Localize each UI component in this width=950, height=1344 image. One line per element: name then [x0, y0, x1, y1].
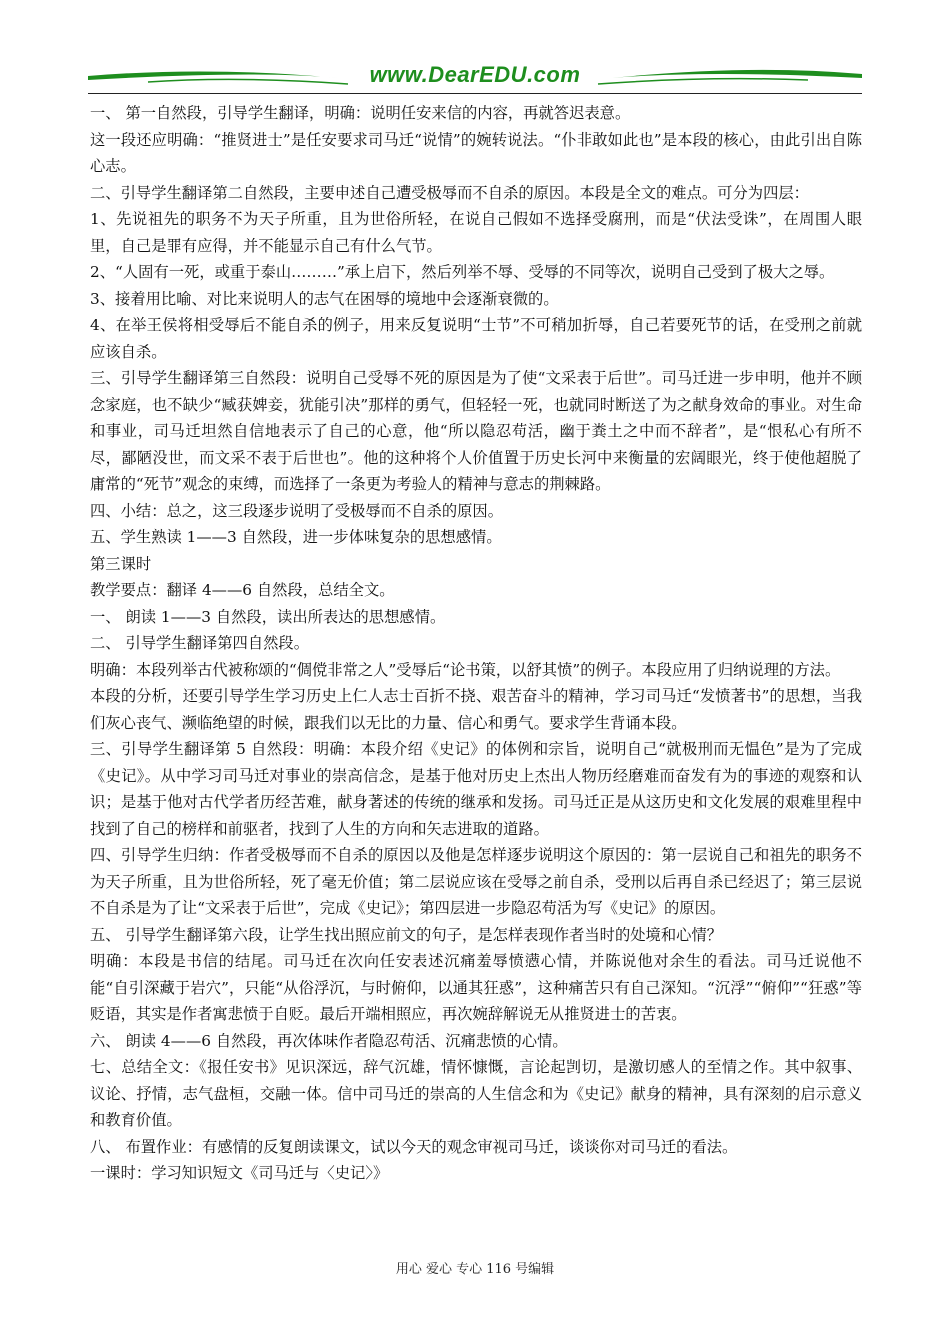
paragraph: 4、在举王侯将相受辱后不能自杀的例子，用来反复说明“士节”不可稍加折辱，自己若要死节的话，在受刑之前就应该自杀。: [90, 316, 862, 361]
paragraph: 本段的分析，还要引导学生学习历史上仁人志士百折不挠、艰苦奋斗的精神，学习司马迁“发愤著书”的思想，当我们灰心丧气、濒临绝望的时候，跟我们以无比的力量、信心和勇气。要求学生背诵本段。: [90, 687, 862, 732]
paragraph: 四、引导学生归纳：作者受极辱而不自杀的原因以及他是怎样逐步说明这个原因的：第一层说自己和祖先的职务不为天子所重，且为世俗所轻，死了毫无价值；第二层说应该在受辱之前自杀，受刑以后再自杀已经迟了；第三层说不自杀是为了让“文采表于后世”，完成《史记》；第四层进一步隐忍苟活为写《史记》的原因。: [90, 846, 862, 917]
paragraph: 3、接着用比喻、对比来说明人的志气在困辱的境地中会逐渐衰微的。: [90, 289, 559, 308]
paragraph: 三、引导学生翻译第三自然段：说明自己受辱不死的原因是为了使“文采表于后世”。司马迁进一步申明，他并不顾念家庭，也不缺少“臧获婢妾，犹能引决”那样的勇气，但轻轻一死，也就同时断送了为之献身效命的事业。对生命和事业，司马迁坦然自信地表示了自己的心意，他“所以隐忍苟活，幽于粪土之中而不辞者”，是“恨私心有所不尽，鄙陋没世，而文采不表于后世也”。他的这种将个人价值置于历史长河中来衡量的宏阔眼光，终于使他超脱了庸常的“死节”观念的束缚，而选择了一条更为考验人的精神与意志的荆棘路。: [90, 369, 862, 493]
paragraph: 1、先说祖先的职务不为天子所重，且为世俗所轻，在说自己假如不选择受腐刑，而是“伏法受诛”，在周围人眼里，自己是罪有应得，并不能显示自己有什么气节。: [90, 210, 862, 255]
section-heading: 第三课时: [90, 554, 152, 573]
paragraph: 一课时：学习知识短文《司马迁与〈史记〉》: [90, 1164, 389, 1182]
paragraph: 教学要点：翻译 4——6 自然段，总结全文。: [90, 581, 395, 599]
paragraph: 六、 朗读 4——6 自然段，再次体味作者隐忍苟活、沉痛悲愤的心情。: [90, 1031, 568, 1050]
paragraph: 明确：本段列举古代被称颂的“倜傥非常之人”受辱后“论书策，以舒其愤”的例子。本段应用了归纳说理的方法。: [90, 660, 841, 679]
paragraph: 三、引导学生翻译第 5 自然段：明确：本段介绍《史记》的体例和宗旨，说明自己“就极刑而无愠色”是为了完成《史记》。从中学习司马迁对事业的崇高信念，是基于他对历史上杰出人物历经磨难而奋发有为的事迹的观察和认识；是基于他对古代学者历经苦难，献身著述的传统的继承和发扬。司马迁正是从这历史和文化发展的艰难里程中找到了自己的榜样和前驱者，找到了人生的方向和矢志进取的道路。: [90, 740, 862, 838]
paragraph: 二、 引导学生翻译第四自然段。: [90, 634, 310, 652]
paragraph: 这一段还应明确：“推贤进士”是任安要求司马迁“说情”的婉转说法。“仆非敢如此也”是本段的核心，由此引出自陈心志。: [90, 130, 862, 175]
paragraph: 一、 第一自然段，引导学生翻译，明确：说明任安来信的内容，再就答迟表意。: [90, 104, 631, 122]
paragraph: 七、总结全文：《报任安书》见识深远，辞气沉雄，情怀慷慨，言论起剀切，是激切感人的至情之作。其中叙事、议论、抒情，志气盘桓，交融一体。信中司马迁的崇高的人生信念和为《史记》献身的精神，具有深刻的启示意义和教育价值。: [90, 1058, 862, 1129]
page-footer: 用心 爱心 专心 116 号编辑: [395, 1262, 555, 1277]
header-rule: [88, 93, 862, 94]
paragraph: 五、学生熟读 1——3 自然段，进一步体味复杂的思想感情。: [90, 528, 502, 546]
paragraph: 一、 朗读 1——3 自然段，读出所表达的思想感情。: [90, 607, 446, 626]
site-logo[interactable]: www.DearEDU.com: [369, 62, 581, 87]
paragraph: 明确：本段是书信的结尾。司马迁在次向任安表述沉痛羞辱愤懑心情，并陈说他对余生的看法。司马迁说他不能“自引深藏于岩穴”，只能“从俗浮沉，与时俯仰，以通其狂惑”，这种痛苦只有自己深知。“沉浮”“俯仰”“狂惑”等贬语，其实是作者寓悲愤于自贬。最后开端相照应，再次婉辞解说无从推贤进士的苦衷。: [90, 952, 862, 1023]
site-header: [88, 58, 862, 98]
paragraph: 四、小结：总之，这三段逐步说明了受极辱而不自杀的原因。: [90, 501, 504, 520]
paragraph: 二、引导学生翻译第二自然段，主要申述自己遭受极辱而不自杀的原因。本段是全文的难点。可分为四层：: [90, 183, 809, 202]
paragraph: 五、 引导学生翻译第六段，让学生找出照应前文的句子，是怎样表现作者当时的处境和心情？: [90, 925, 723, 944]
paragraph: 2、“人固有一死，或重于泰山………”承上启下，然后列举不辱、受辱的不同等次，说明自己受到了极大之辱。: [90, 263, 835, 281]
document-body: [90, 100, 862, 1187]
paragraph: 八、 布置作业：有感情的反复朗读课文，试以今天的观念审视司马迁，谈谈你对司马迁的看法。: [90, 1137, 738, 1156]
